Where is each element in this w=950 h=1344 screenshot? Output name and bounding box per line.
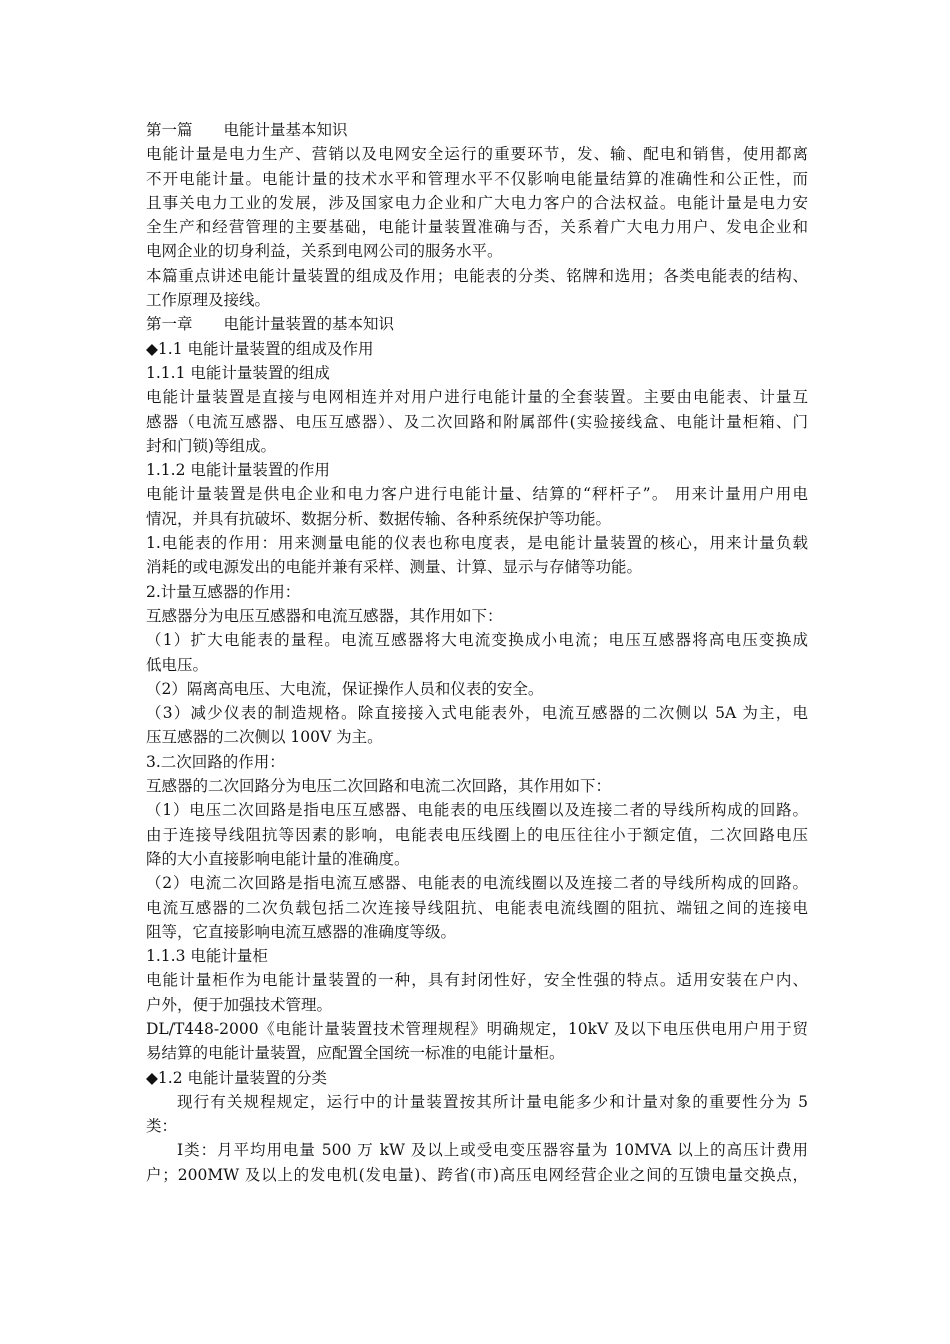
text-line: （3）减少仪表的制造规格。除直接接入式电能表外，电流互感器的二次侧以 5A 为主，电 — [146, 704, 808, 723]
text-line: ◆1.2 电能计量装置的分类 — [146, 1068, 327, 1087]
text-line: 由于连接导线阻抗等因素的影响，电能表电压线圈上的电压往往小于额定值，二次回路电压 — [146, 825, 808, 844]
text-line: 2.计量互感器的作用： — [146, 582, 301, 601]
text-line: 1.电能表的作用：用来测量电能的仪表也称电度表，是电能计量装置的核心，用来计量负载 — [146, 534, 808, 553]
text-line: 情况，并具有抗破坏、数据分析、数据传输、各种系统保护等功能。 — [146, 509, 612, 528]
text-line: 消耗的或电源发出的电能并兼有采样、测量、计算、显示与存储等功能。 — [146, 558, 643, 577]
text-line: 感器（电流互感器、电压互感器）、及二次回路和附属部件(实验接线盒、电能计量柜箱、门 — [146, 412, 808, 431]
text-line: 电流互感器的二次负载包括二次连接导线阻抗、电能表电流线圈的阻抗、端钮之间的连接电 — [146, 898, 808, 917]
text-line: 第一篇 电能计量基本知识 — [146, 121, 348, 139]
text-line: 封和门锁)等组成。 — [146, 436, 277, 455]
text-line: 3.二次回路的作用： — [146, 752, 285, 771]
text-line: （1）电压二次回路是指电压互感器、电能表的电压线圈以及连接二者的导线所构成的回路。 — [146, 801, 808, 820]
text-line: 电能计量是电力生产、营销以及电网安全运行的重要环节，发、输、配电和销售，使用都离 — [146, 145, 808, 164]
text-line: 易结算的电能计量装置，应配置全国统一标准的电能计量柜。 — [146, 1044, 565, 1063]
text-line: Ⅰ类：月平均用电量 500 万 kW 及以上或受电变压器容量为 10MVA 以上的高压计费用 — [177, 1141, 808, 1160]
text-line: 第一章 电能计量装置的基本知识 — [146, 315, 395, 334]
text-line: 且事关电力工业的发展，涉及国家电力企业和广大电力客户的合法权益。电能计量是电力安 — [146, 193, 808, 212]
text-line: 不开电能计量。电能计量的技术水平和管理水平不仅影响电能量结算的准确性和公正性，而 — [146, 169, 808, 188]
text-line: 压互感器的二次侧以 100V 为主。 — [146, 728, 383, 747]
text-line: 工作原理及接线。 — [146, 291, 271, 310]
text-line: （2）隔离高电压、大电流，保证操作人员和仪表的安全。 — [146, 679, 544, 698]
text-line: 1.1.2 电能计量装置的作用 — [146, 461, 330, 480]
text-line: 1.1.1 电能计量装置的组成 — [146, 363, 330, 382]
text-line: 户；200MW 及以上的发电机(发电量)、跨省(市)高压电网经营企业之间的互馈电量交换点， — [146, 1165, 808, 1184]
text-line: ◆1.1 电能计量装置的组成及作用 — [146, 339, 374, 358]
text-line: 互感器分为电压互感器和电流互感器，其作用如下： — [146, 606, 503, 625]
text-line: 电能计量柜作为电能计量装置的一种，具有封闭性好，安全性强的特点。适用安装在户内、 — [146, 971, 808, 990]
text-line: DL/T448-2000《电能计量装置技术管理规程》明确规定，10kV 及以下电压供电用户用于贸 — [146, 1019, 808, 1038]
text-line: 现行有关规程规定，运行中的计量装置按其所计量电能多少和计量对象的重要性分为 5 — [177, 1092, 808, 1111]
text-line: 阻等，它直接影响电流互感器的准确度等级。 — [146, 922, 457, 941]
text-line: 电网企业的切身利益，关系到电网公司的服务水平。 — [146, 242, 503, 261]
text-line: 电能计量装置是直接与电网相连并对用户进行电能计量的全套装置。主要由电能表、计量互 — [146, 388, 808, 407]
text-line: （1）扩大电能表的量程。电流互感器将大电流变换成小电流；电压互感器将高电压变换成 — [146, 631, 808, 650]
text-line: 类： — [146, 1117, 178, 1136]
text-line: 户外，便于加强技术管理。 — [146, 995, 333, 1014]
text-line: （2）电流二次回路是指电流互感器、电能表的电流线圈以及连接二者的导线所构成的回路。 — [146, 874, 808, 893]
document-page — [146, 118, 808, 1187]
text-line: 全生产和经营管理的主要基础，电能计量装置准确与否，关系着广大电力用户、发电企业和 — [146, 218, 808, 237]
text-line: 电能计量装置是供电企业和电力客户进行电能计量、结算的“秤杆子”。 用来计量用户用电 — [146, 485, 808, 504]
text-line: 本篇重点讲述电能计量装置的组成及作用；电能表的分类、铭牌和选用；各类电能表的结构、 — [146, 266, 808, 285]
text-line: 互感器的二次回路分为电压二次回路和电流二次回路，其作用如下： — [146, 777, 612, 796]
text-line: 1.1.3 电能计量柜 — [146, 947, 268, 966]
text-line: 低电压。 — [146, 655, 209, 674]
text-line: 降的大小直接影响电能计量的准确度。 — [146, 849, 410, 868]
